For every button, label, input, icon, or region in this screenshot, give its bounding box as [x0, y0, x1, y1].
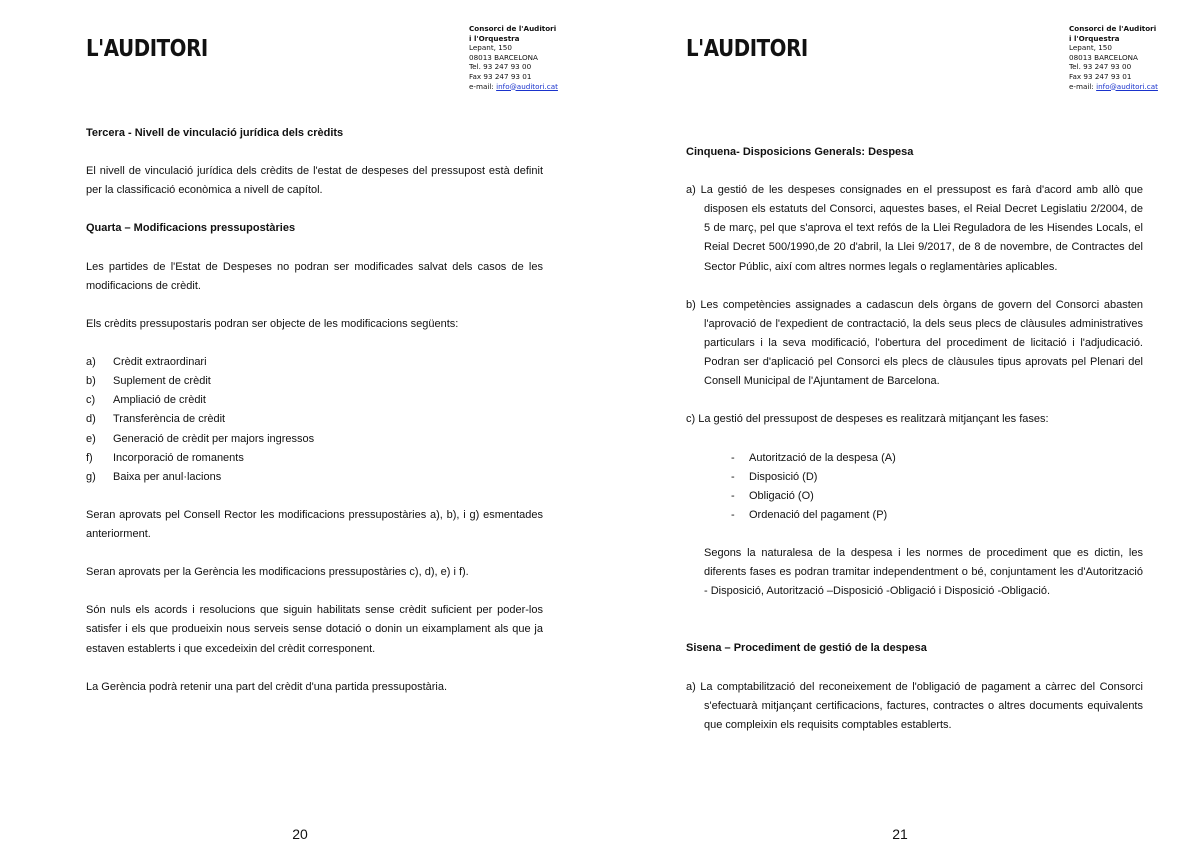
street: Lepant, 150 — [469, 43, 512, 53]
page-21 — [600, 0, 1200, 848]
page-number: 21 — [892, 826, 908, 842]
left-body — [86, 124, 543, 716]
list-marker: - — [731, 508, 735, 521]
phone: Tel. 93 247 93 00 — [469, 62, 532, 72]
address-block — [469, 24, 558, 91]
list-item — [686, 487, 1143, 506]
heading-sisena: Sisena – Procediment de gestió de la despesa — [686, 642, 927, 655]
spacer — [686, 620, 1143, 639]
list-text: Transferència de crèdit — [113, 413, 226, 426]
email-link[interactable]: info@auditori.cat — [1096, 81, 1158, 91]
org-name-line2: i l'Orquestra — [469, 33, 520, 43]
fax: Fax 93 247 93 01 — [1069, 71, 1132, 81]
paragraph-tercera: El nivell de vinculació jurídica dels crèdits de l'estat de despeses del pressupost està definit per la classificació econòmica a nivell de capítol. — [86, 165, 543, 197]
list-marker: d) — [86, 413, 96, 426]
org-name-line1: Consorci de l'Auditori — [1069, 24, 1157, 33]
list-item — [686, 506, 1143, 525]
list-text: Ampliació de crèdit — [113, 394, 206, 407]
list-marker: f) — [86, 451, 93, 464]
page-number: 20 — [292, 826, 308, 842]
address-block — [1069, 24, 1158, 91]
list-item — [86, 353, 543, 372]
list-text: Obligació (O) — [749, 489, 814, 502]
email-line — [1069, 82, 1158, 92]
right-body — [686, 143, 1143, 754]
list-item — [86, 410, 543, 429]
paragraph-naturalesa: Segons la naturalesa de la despesa i les normes de procediment que es dictin, les diferents fases es podran tramitar independentment o bé, conjuntament les d'Autorització - Disposició, Autorització –Disposició -Obligació i Disposició -Obligació. — [704, 546, 1143, 598]
street: Lepant, 150 — [1069, 43, 1112, 53]
list-text: Autorització de la despesa (A) — [749, 451, 896, 464]
email-line — [469, 82, 558, 92]
paragraph-consell-rector: Seran aprovats pel Consell Rector les modificacions pressupostàries a), b), i g) esmentades anteriorment. — [86, 508, 543, 540]
list-marker: e) — [86, 432, 96, 445]
list-marker: b) — [86, 375, 96, 388]
paragraph-nuls: Són nuls els acords i resolucions que siguin habilitats sense crèdit suficient per poder-los satisfer i els que produeixin nous serveis sense dotació o donin un eixamplament als que ja estaven establerts i que excedeixin del crèdit corresponent. — [86, 604, 543, 655]
heading-tercera: Tercera - Nivell de vinculació jurídica dels crèdits — [86, 127, 344, 139]
list-text: Suplement de crèdit — [113, 375, 211, 388]
list-marker: g) — [86, 470, 96, 483]
paragraph-retenir: La Gerència podrà retenir una part del crèdit d'una partida pressupostària. — [86, 680, 448, 693]
paragraph-gerencia: Seran aprovats per la Gerència les modificacions pressupostàries c), d), e) i f). — [86, 566, 469, 579]
list-item — [686, 468, 1143, 487]
list-item — [86, 449, 543, 468]
list-item — [86, 430, 543, 449]
paragraph-partides: Les partides de l'Estat de Despeses no podran ser modificades salvat dels casos de les modificacions de crèdit. — [86, 260, 543, 292]
list-item — [686, 449, 1143, 468]
paragraph-a-gestio: a) La gestió de les despeses consignades en el pressupost es farà d'acord amb allò que disposen els estatuts del Consorci, aquestes bases, el Reial Decret Legislatiu 2/2004, de 5 de març, pel que s'aprova el text refós de la Llei Reguladora de les Hisendes Locals, el Reial Decret 500/1990,de 20 d'abril, la Llei 9/2017, de 8 de novembre, de Contractes del Sector Públic, així com altres normes legals o reglamentàries aplicables. — [686, 184, 1143, 273]
org-name-line2: i l'Orquestra — [1069, 33, 1120, 43]
org-name-line1: Consorci de l'Auditori — [469, 24, 557, 33]
city: 08013 BARCELONA — [469, 52, 538, 62]
phases-list — [686, 449, 1143, 525]
paragraph-a-comptabilitzacio: a) La comptabilització del reconeixement de l'obligació de pagament a càrrec del Consorci s'efectuarà mitjançant certificacions, factures, contractes o altres documents equivalents que compleixin els requisits comptables establerts. — [686, 680, 1143, 731]
modifications-list — [86, 353, 543, 487]
list-text: Disposició (D) — [749, 470, 818, 483]
email-link[interactable]: info@auditori.cat — [496, 81, 558, 91]
email-label: e-mail: — [469, 81, 497, 91]
paragraph-credits: Els crèdits pressupostaris podran ser objecte de les modificacions següents: — [86, 317, 459, 330]
list-marker: - — [731, 489, 735, 502]
paragraph-c-fases: c) La gestió del pressupost de despeses es realitzarà mitjançant les fases: — [686, 413, 1049, 426]
list-text: Generació de crèdit per majors ingressos — [113, 432, 315, 445]
list-marker: - — [731, 470, 735, 483]
fax: Fax 93 247 93 01 — [469, 71, 532, 81]
list-marker: c) — [86, 394, 96, 407]
heading-cinquena: Cinquena- Disposicions Generals: Despesa — [686, 146, 914, 158]
list-text: Incorporació de romanents — [113, 451, 244, 464]
list-marker: a) — [86, 356, 96, 369]
auditori-logo: L'AUDITORI — [686, 36, 808, 62]
email-label: e-mail: — [1069, 81, 1097, 91]
list-item — [86, 468, 543, 487]
city: 08013 BARCELONA — [1069, 52, 1138, 62]
auditori-logo: L'AUDITORI — [86, 36, 208, 62]
heading-quarta: Quarta – Modificacions pressupostàries — [86, 222, 296, 235]
paragraph-b-competencies: b) Les competències assignades a cadascun dels òrgans de govern del Consorci abasten l'aprovació de l'expedient de contractació, la dels seus plecs de clàusules administratives particulars i la seva modificació, l'obertura del procediment de licitació i l'adjudicació. Podran ser d'aplicació pel Consorci els plecs de clàusules tipus aprovats pel Plenari del Consell Municipal de l'Ajuntament de Barcelona. — [686, 298, 1143, 388]
list-marker: - — [731, 451, 735, 464]
list-item — [86, 372, 543, 391]
list-text: Ordenació del pagament (P) — [749, 508, 888, 521]
list-text: Baixa per anul·lacions — [113, 470, 222, 483]
phone: Tel. 93 247 93 00 — [1069, 62, 1132, 72]
list-item — [86, 391, 543, 410]
list-text: Crèdit extraordinari — [113, 356, 207, 369]
